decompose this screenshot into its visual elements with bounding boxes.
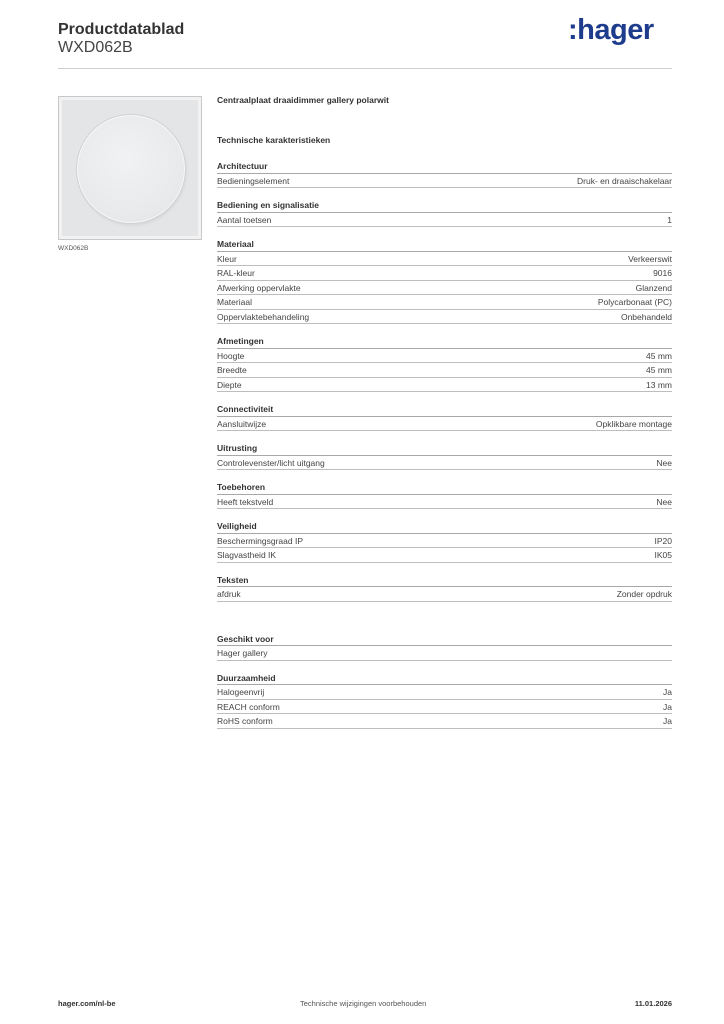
spec-row <box>217 174 672 189</box>
section-title: Teksten <box>217 573 672 588</box>
specifications <box>217 95 672 739</box>
spec-value: 45 mm <box>646 350 672 361</box>
spec-row <box>217 456 672 471</box>
spec-row <box>217 417 672 432</box>
spec-label: Hager gallery <box>217 648 268 658</box>
spec-row <box>217 587 672 602</box>
spec-row <box>217 534 672 549</box>
spec-value: 9016 <box>653 268 672 278</box>
spec-label: Aansluitwijze <box>217 418 267 429</box>
spec-row <box>217 700 672 715</box>
spec-row <box>217 281 672 296</box>
spec-label: Materiaal <box>217 297 252 307</box>
spec-row <box>217 495 672 510</box>
product-name: Centraalplaat draaidimmer gallery polarwit <box>217 95 389 105</box>
spec-row <box>217 252 672 267</box>
spec-section <box>217 632 672 661</box>
section-title: Architectuur <box>217 159 672 174</box>
spec-row <box>217 378 672 393</box>
spec-row <box>217 714 672 729</box>
spec-label: Beschermingsgraad IP <box>217 535 303 546</box>
spec-section <box>217 198 672 227</box>
spec-row <box>217 213 672 228</box>
section-title: Afmetingen <box>217 334 672 349</box>
spec-label: Kleur <box>217 253 237 264</box>
spec-value: Ja <box>663 701 672 712</box>
spec-label: Halogeenvrij <box>217 687 265 697</box>
spec-label: Afwerking oppervlakte <box>217 282 301 293</box>
spec-value: Nee <box>656 496 672 507</box>
spec-label: Heeft tekstveld <box>217 496 274 507</box>
spec-value: Nee <box>656 457 672 468</box>
spec-label: Aantal toetsen <box>217 214 272 225</box>
spec-section <box>217 237 672 324</box>
spec-label: Breedte <box>217 365 247 375</box>
section-title: Uitrusting <box>217 441 672 456</box>
section-title: Bediening en signalisatie <box>217 198 672 213</box>
footer-website: hager.com/nl-be <box>58 999 116 1008</box>
spec-label: REACH conform <box>217 701 280 712</box>
hager-logo: :hager <box>568 14 654 46</box>
spec-sections <box>217 159 672 729</box>
spec-section <box>217 334 672 392</box>
spec-row <box>217 349 672 364</box>
spec-value: Verkeerswit <box>628 253 672 264</box>
spec-value: 13 mm <box>646 379 672 390</box>
product-image <box>58 96 202 240</box>
spec-value: Zonder opdruk <box>616 589 672 599</box>
spec-value: Opklikbare montage <box>595 418 672 429</box>
dimmer-knob <box>77 115 185 223</box>
footer-date: 11.01.2026 <box>634 999 672 1008</box>
spec-value: Ja <box>663 687 672 697</box>
section-title: Connectiviteit <box>217 402 672 417</box>
spec-label: afdruk <box>217 589 241 599</box>
section-title: Veiligheid <box>217 519 672 534</box>
spec-label: Bedieningselement <box>217 175 290 186</box>
spec-row <box>217 310 672 325</box>
spec-row <box>217 685 672 700</box>
spec-value: Druk- en draaischakelaar <box>577 175 672 186</box>
spec-label: Controlevenster/licht uitgang <box>217 457 325 468</box>
section-title: Materiaal <box>217 237 672 252</box>
cover-plate <box>62 100 198 236</box>
spec-label: Slagvastheid IK <box>217 550 277 560</box>
footer-disclaimer: Technische wijzigingen voorbehouden <box>300 999 427 1008</box>
spec-label: Hoogte <box>217 350 245 361</box>
spec-section <box>217 159 672 188</box>
spec-section <box>217 402 672 431</box>
spec-value: 45 mm <box>646 365 672 375</box>
spec-value: IK05 <box>654 550 672 560</box>
spec-row <box>217 646 672 661</box>
spec-label: RAL-kleur <box>217 268 255 278</box>
spec-label: Oppervlaktebehandeling <box>217 311 310 322</box>
technical-characteristics-title: Technische karakteristieken <box>217 135 331 145</box>
image-caption: WXD062B <box>58 245 89 252</box>
spec-value: Polycarbonaat (PC) <box>597 297 672 307</box>
spec-label: RoHS conform <box>217 716 273 726</box>
spec-row <box>217 266 672 281</box>
spec-section <box>217 480 672 509</box>
spec-row <box>217 363 672 378</box>
spec-section <box>217 573 672 602</box>
section-title: Duurzaamheid <box>217 671 672 686</box>
header-divider <box>58 68 672 69</box>
spec-row <box>217 548 672 563</box>
spec-section <box>217 671 672 729</box>
spec-value: IP20 <box>654 535 672 546</box>
spec-value: Ja <box>663 716 672 726</box>
spec-section <box>217 519 672 563</box>
spec-section <box>217 441 672 470</box>
section-title: Geschikt voor <box>217 632 672 647</box>
spec-label: Diepte <box>217 379 242 390</box>
spec-value: Glanzend <box>635 282 672 293</box>
product-code: WXD062B <box>58 39 133 56</box>
section-title: Toebehoren <box>217 480 672 495</box>
spec-value: Onbehandeld <box>620 311 672 322</box>
spec-value: 1 <box>667 214 672 225</box>
spec-row <box>217 295 672 310</box>
page-title: Productdatablad <box>58 21 185 38</box>
